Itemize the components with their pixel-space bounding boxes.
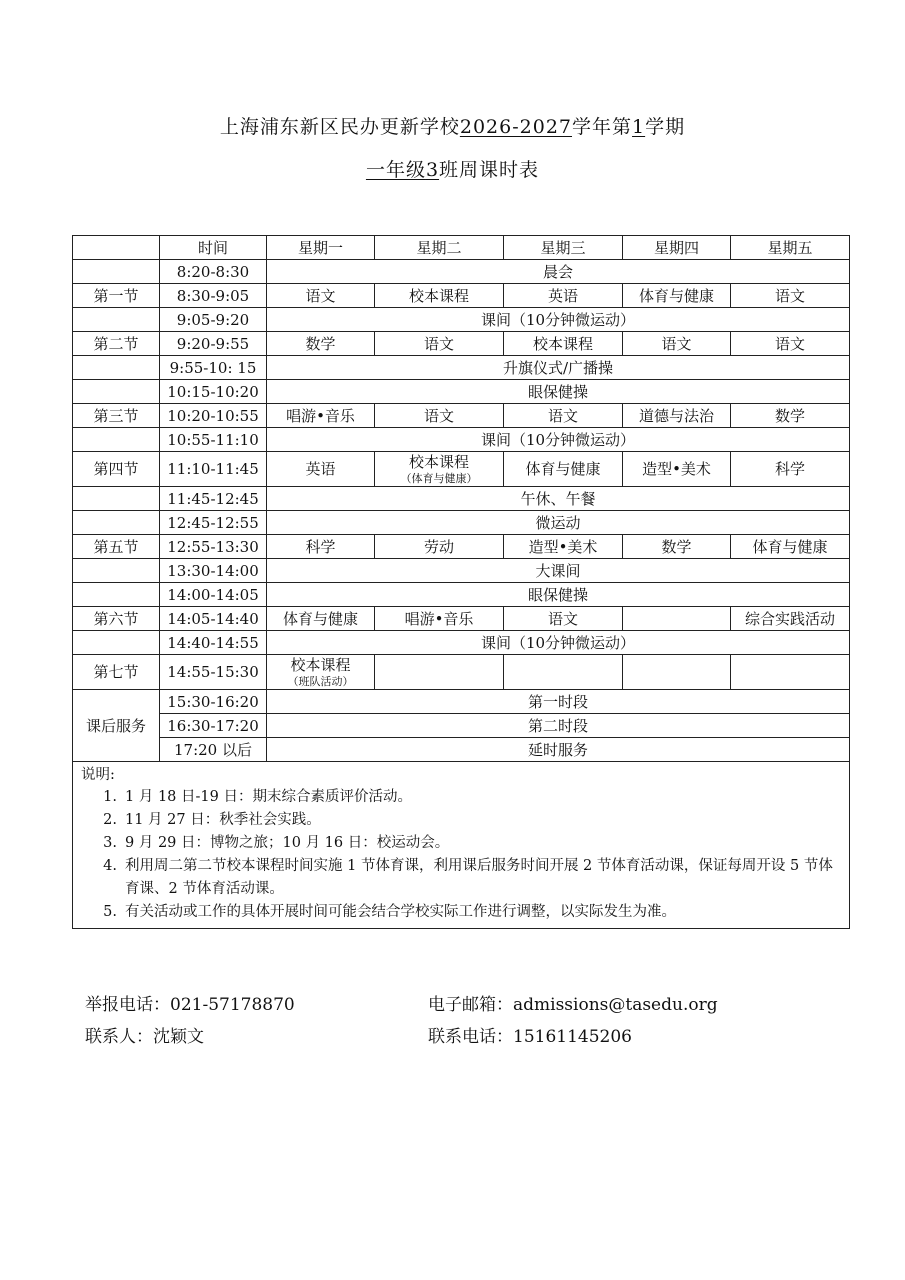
period-cell bbox=[73, 583, 160, 607]
column-header: 星期四 bbox=[623, 236, 731, 260]
span-cell: 升旗仪式/广播操 bbox=[267, 356, 850, 380]
column-header: 星期二 bbox=[375, 236, 504, 260]
note-number: 2. bbox=[103, 812, 117, 828]
time-cell: 9:55-10: 15 bbox=[160, 356, 267, 380]
time-cell: 16:30-17:20 bbox=[160, 714, 267, 738]
span-cell: 微运动 bbox=[267, 511, 850, 535]
subject-cell: 体育与健康 bbox=[731, 535, 850, 559]
table-row bbox=[73, 452, 850, 487]
time-cell: 8:30-9:05 bbox=[160, 284, 267, 308]
span-cell: 眼保健操 bbox=[267, 583, 850, 607]
period-cell bbox=[73, 487, 160, 511]
document-title: 上海浦东新区民办更新学校2026-2027学年第1学期 bbox=[219, 116, 686, 138]
table-row bbox=[73, 655, 850, 690]
period-cell: 第五节 bbox=[73, 535, 160, 559]
note-number: 1. bbox=[103, 789, 117, 805]
note-text: 11 月 27 日：秋季社会实践。 bbox=[125, 812, 321, 828]
column-header: 星期一 bbox=[267, 236, 375, 260]
subject-cell: 语文 bbox=[375, 404, 504, 428]
header-row bbox=[73, 236, 850, 260]
time-cell: 14:55-15:30 bbox=[160, 655, 267, 690]
note-text: 利用周二第二节校本课程时间实施 1 节体育课，利用课后服务时间开展 2 节体育活动课，保证每周开设 5 节体育课、2 节体育活动课。 bbox=[125, 858, 833, 897]
subject-cell bbox=[623, 607, 731, 631]
subject-cell: 校本课程 bbox=[504, 332, 623, 356]
table-row bbox=[73, 559, 850, 583]
span-cell: 第二时段 bbox=[267, 714, 850, 738]
table-row bbox=[73, 487, 850, 511]
subject-cell: 科学 bbox=[267, 535, 375, 559]
email: 电子邮箱：admissions@tasedu.org bbox=[428, 995, 718, 1015]
subject-label: 校本课程 bbox=[290, 656, 351, 674]
notes-title: 说明: bbox=[81, 767, 115, 783]
subject-note: （班队活动） bbox=[287, 675, 354, 688]
span-cell: 延时服务 bbox=[267, 738, 850, 762]
subject-cell: 语文 bbox=[504, 607, 623, 631]
subject-note: （体育与健康） bbox=[400, 472, 478, 485]
period-cell bbox=[73, 559, 160, 583]
time-cell: 8:20-8:30 bbox=[160, 260, 267, 284]
table-row bbox=[73, 535, 850, 559]
table-row bbox=[73, 260, 850, 284]
note-item bbox=[81, 855, 839, 901]
table-row bbox=[73, 428, 850, 452]
period-cell bbox=[73, 511, 160, 535]
subject-cell: 造型•美术 bbox=[623, 452, 731, 487]
time-cell: 13:30-14:00 bbox=[160, 559, 267, 583]
contact-phone: 联系电话：15161145206 bbox=[428, 1027, 632, 1047]
note-number: 5. bbox=[103, 904, 117, 920]
table-row bbox=[73, 690, 850, 714]
table-row bbox=[73, 738, 850, 762]
time-cell: 11:45-12:45 bbox=[160, 487, 267, 511]
time-cell: 14:00-14:05 bbox=[160, 583, 267, 607]
period-cell: 第七节 bbox=[73, 655, 160, 690]
period-cell: 第一节 bbox=[73, 284, 160, 308]
time-cell: 12:55-13:30 bbox=[160, 535, 267, 559]
period-cell bbox=[73, 308, 160, 332]
span-cell: 课间（10分钟微运动） bbox=[267, 428, 850, 452]
time-cell: 17:20 以后 bbox=[160, 738, 267, 762]
column-header bbox=[73, 236, 160, 260]
period-cell bbox=[73, 380, 160, 404]
column-header: 时间 bbox=[160, 236, 267, 260]
subject-cell: 语文 bbox=[623, 332, 731, 356]
span-cell: 课间（10分钟微运动） bbox=[267, 631, 850, 655]
after-school-label: 课后服务 bbox=[73, 690, 160, 762]
notes-row bbox=[73, 762, 850, 929]
subject-cell: 唱游•音乐 bbox=[375, 607, 504, 631]
time-cell: 10:20-10:55 bbox=[160, 404, 267, 428]
period-cell: 第三节 bbox=[73, 404, 160, 428]
table-row bbox=[73, 511, 850, 535]
notes-cell bbox=[73, 762, 850, 929]
subject-cell: 体育与健康 bbox=[267, 607, 375, 631]
subject-cell: 体育与健康 bbox=[504, 452, 623, 487]
subject-label: 校本课程 bbox=[408, 453, 469, 471]
time-cell: 11:10-11:45 bbox=[160, 452, 267, 487]
subject-cell: 数学 bbox=[731, 404, 850, 428]
subject-cell: 英语 bbox=[504, 284, 623, 308]
subject-cell: 语文 bbox=[375, 332, 504, 356]
period-cell bbox=[73, 260, 160, 284]
table-row bbox=[73, 714, 850, 738]
table-row bbox=[73, 332, 850, 356]
subject-cell: 语文 bbox=[267, 284, 375, 308]
period-cell: 第二节 bbox=[73, 332, 160, 356]
subject-cell: 校本课程 bbox=[375, 284, 504, 308]
period-cell bbox=[73, 356, 160, 380]
table-row bbox=[73, 284, 850, 308]
span-cell: 大课间 bbox=[267, 559, 850, 583]
subject-cell: 英语 bbox=[267, 452, 375, 487]
span-cell: 晨会 bbox=[267, 260, 850, 284]
subject-cell: 数学 bbox=[623, 535, 731, 559]
note-item bbox=[81, 832, 839, 855]
time-cell: 15:30-16:20 bbox=[160, 690, 267, 714]
table-row bbox=[73, 583, 850, 607]
note-item bbox=[81, 901, 839, 924]
note-number: 4. bbox=[103, 858, 117, 874]
subject-cell: 数学 bbox=[267, 332, 375, 356]
time-cell: 9:20-9:55 bbox=[160, 332, 267, 356]
subject-cell bbox=[623, 655, 731, 690]
table-row bbox=[73, 607, 850, 631]
span-cell: 午休、午餐 bbox=[267, 487, 850, 511]
time-cell: 10:15-10:20 bbox=[160, 380, 267, 404]
subject-cell: 唱游•音乐 bbox=[267, 404, 375, 428]
timetable bbox=[72, 235, 850, 929]
time-cell: 14:05-14:40 bbox=[160, 607, 267, 631]
subject-cell: 科学 bbox=[731, 452, 850, 487]
time-cell: 12:45-12:55 bbox=[160, 511, 267, 535]
subject-cell bbox=[375, 452, 504, 487]
subject-cell bbox=[504, 655, 623, 690]
subject-cell: 语文 bbox=[731, 332, 850, 356]
note-text: 1 月 18 日-19 日：期末综合素质评价活动。 bbox=[125, 789, 412, 805]
table-row bbox=[73, 404, 850, 428]
subject-cell: 道德与法治 bbox=[623, 404, 731, 428]
time-cell: 10:55-11:10 bbox=[160, 428, 267, 452]
subject-cell bbox=[267, 655, 375, 690]
time-cell: 9:05-9:20 bbox=[160, 308, 267, 332]
note-item bbox=[81, 786, 839, 809]
span-cell: 眼保健操 bbox=[267, 380, 850, 404]
subject-cell bbox=[375, 655, 504, 690]
span-cell: 第一时段 bbox=[267, 690, 850, 714]
subject-cell: 语文 bbox=[731, 284, 850, 308]
document-subtitle: 一年级3班周课时表 bbox=[365, 159, 540, 181]
subject-cell bbox=[731, 655, 850, 690]
contact-person: 联系人：沈颖文 bbox=[85, 1027, 204, 1047]
subject-cell: 劳动 bbox=[375, 535, 504, 559]
note-number: 3. bbox=[103, 835, 117, 851]
period-cell bbox=[73, 428, 160, 452]
table-row bbox=[73, 380, 850, 404]
period-cell: 第六节 bbox=[73, 607, 160, 631]
subject-cell: 语文 bbox=[504, 404, 623, 428]
report-phone: 举报电话：021-57178870 bbox=[85, 995, 295, 1015]
period-cell bbox=[73, 631, 160, 655]
subject-cell: 综合实践活动 bbox=[731, 607, 850, 631]
subject-cell: 体育与健康 bbox=[623, 284, 731, 308]
period-cell: 第四节 bbox=[73, 452, 160, 487]
table-row bbox=[73, 356, 850, 380]
subject-cell: 造型•美术 bbox=[504, 535, 623, 559]
note-text: 有关活动或工作的具体开展时间可能会结合学校实际工作进行调整，以实际发生为准。 bbox=[125, 904, 676, 920]
column-header: 星期三 bbox=[504, 236, 623, 260]
table-row bbox=[73, 308, 850, 332]
note-text: 9 月 29 日：博物之旅；10 月 16 日：校运动会。 bbox=[125, 835, 450, 851]
column-header: 星期五 bbox=[731, 236, 850, 260]
time-cell: 14:40-14:55 bbox=[160, 631, 267, 655]
note-item bbox=[81, 809, 839, 832]
table-row bbox=[73, 631, 850, 655]
span-cell: 课间（10分钟微运动） bbox=[267, 308, 850, 332]
